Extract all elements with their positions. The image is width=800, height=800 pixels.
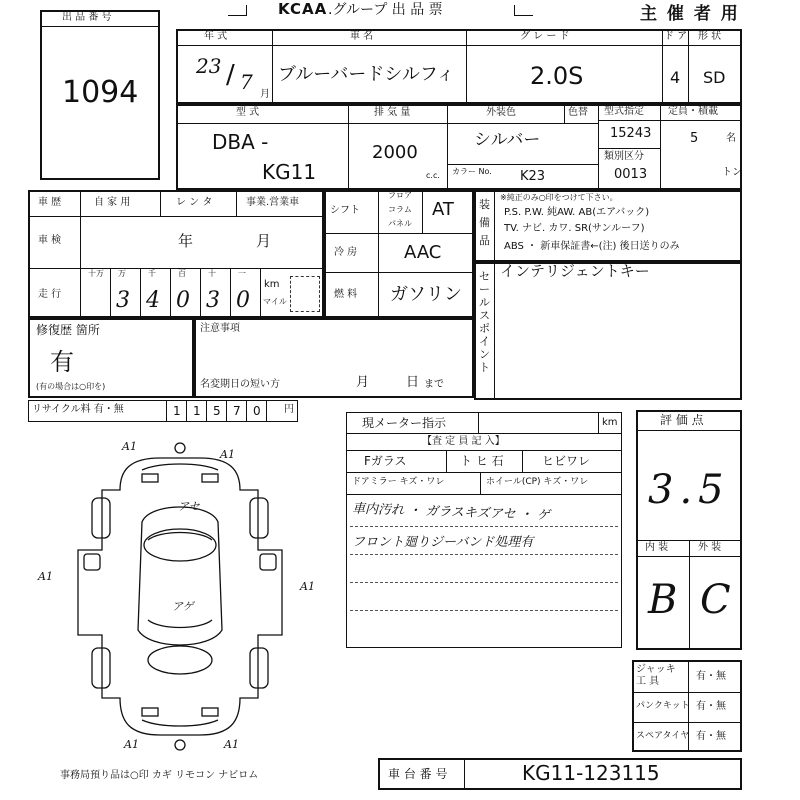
repair-label: 修復歴 箇所 <box>36 323 100 337</box>
meter-label: 現メーター指示 <box>362 416 447 430</box>
mileage-digit-divider <box>200 268 201 318</box>
capacity-unit: 名 <box>726 133 736 144</box>
glass-label: Fガラス <box>364 454 407 468</box>
recycle-divider <box>166 400 167 422</box>
mileage-digit: 3 <box>116 288 130 313</box>
inspection-month-unit: 月 <box>256 232 272 250</box>
recycle-divider <box>186 400 187 422</box>
colorno-value: K23 <box>520 169 546 184</box>
crack-label: ヒビワレ <box>542 454 591 468</box>
header-logo: KCAA <box>278 0 328 18</box>
recycle-digit: 0 <box>253 404 261 418</box>
mileage-digit-label: 万 <box>118 269 126 278</box>
remark-rule3 <box>350 582 618 583</box>
mirror-col <box>480 472 481 494</box>
shift-opt-column: コラム <box>388 205 412 214</box>
meter-col2 <box>598 412 599 433</box>
organizer-label: 主 催 者 用 <box>640 4 740 24</box>
exterior-value: C <box>700 577 731 623</box>
remark-line1: 車内汚れ ・ ガラスキズアセ ・ ゲ <box>351 501 550 524</box>
equip-line2: TV. ナビ. カワ. SR(サンルーフ) <box>504 223 645 234</box>
shape-value: SD <box>703 68 726 87</box>
history-label: 車 歴 <box>38 197 62 208</box>
meter-line2 <box>346 450 622 451</box>
notice-day: 日 <box>406 375 420 390</box>
lot-divider <box>40 26 160 27</box>
score-col <box>689 540 690 650</box>
mileage-km: km <box>264 279 280 290</box>
lot-label: 出 品 番 号 <box>62 12 112 23</box>
jack-label: ジャッキ 工 具 <box>636 664 676 687</box>
recycle-divider <box>206 400 207 422</box>
mileage-digit-divider <box>140 268 141 318</box>
header-bracket-right <box>514 5 533 16</box>
disp-unit: c.c. <box>426 171 440 180</box>
car-name: ブルーバードシルフィ <box>278 64 455 85</box>
capacity-value: 5 <box>690 131 699 146</box>
load-unit: トン <box>722 167 742 178</box>
mileage-digit-label: 千 <box>148 269 156 278</box>
year-slash: / <box>226 60 235 90</box>
recycle-label: リサイクル料 有・無 <box>32 404 124 415</box>
header-bracket-left <box>228 5 247 16</box>
meter-inspector: 【査 定 員 記 入】 <box>422 436 505 447</box>
sales-label: セールスポイント <box>479 270 490 374</box>
model-value: KG11 <box>262 160 317 184</box>
header-title: .グループ 出 品 票 <box>328 2 443 18</box>
puncture-label: パンクキット <box>636 701 690 711</box>
tools-line1 <box>632 692 742 693</box>
mech-col <box>378 190 379 318</box>
mileage-digit: 4 <box>146 288 160 313</box>
notice-label: 注意事項 <box>200 323 240 334</box>
mileage-digit-divider <box>110 268 111 318</box>
model-label: 型 式 <box>236 107 260 118</box>
row2-header-line <box>176 123 598 124</box>
shift-opt-panel: パネル <box>388 219 412 228</box>
score-line1 <box>636 430 742 431</box>
mileage-mile: マイル <box>263 297 287 306</box>
diagram-mark-hood: アセ <box>178 500 200 513</box>
fuel-label: 燃 料 <box>334 289 358 300</box>
row1-v4 <box>688 29 689 104</box>
sales-text: インテリジェントキー <box>500 262 650 280</box>
chassis-label: 車 台 番 号 <box>388 767 448 781</box>
recycle-divider <box>226 400 227 422</box>
month-unit: 月 <box>260 89 270 100</box>
class-value: 0013 <box>614 167 648 182</box>
diagram-mark-rear-left: A1 <box>124 738 139 751</box>
puncture-opt: 有・無 <box>696 701 726 712</box>
recycle-divider <box>266 400 267 422</box>
color-change-label: 色替 <box>568 107 588 118</box>
glass-col1 <box>446 450 447 472</box>
equip-line3: ABS ・ 新車保証書←(注) 後日送りのみ <box>504 241 680 252</box>
year-value: 23 <box>196 54 222 78</box>
meter-box <box>346 412 622 648</box>
grade-value: 2.0S <box>530 62 584 90</box>
row1-v2 <box>466 29 467 104</box>
mileage-digit: 0 <box>176 288 190 313</box>
chassis-col <box>464 758 465 790</box>
row2-v2 <box>447 104 448 190</box>
model-prefix: DBA - <box>212 130 269 154</box>
disp-label: 排 気 量 <box>374 107 411 118</box>
shift-label: シフト <box>330 205 360 216</box>
remark-rule2 <box>350 554 618 555</box>
history-opt-private: 自 家 用 <box>94 197 131 208</box>
mirror-label: ドアミラー キズ・ワレ <box>352 477 445 487</box>
color-label: 外装色 <box>486 107 516 118</box>
meter-line1 <box>346 433 622 434</box>
mech-shift-opt-col <box>422 190 423 233</box>
interior-label: 内 装 <box>645 542 669 553</box>
row2-v1 <box>348 104 349 190</box>
history-opt-v2 <box>236 190 237 216</box>
month-value: 7 <box>240 70 253 94</box>
mech-line2 <box>324 272 474 273</box>
exterior-label: 外 装 <box>698 542 722 553</box>
lot-number: 1094 <box>62 75 139 110</box>
shift-value: AT <box>432 199 454 220</box>
ac-value: AAC <box>404 242 442 263</box>
class-label: 類別区分 <box>604 151 644 162</box>
recycle-digit: 5 <box>213 404 221 418</box>
row2-v5 <box>660 104 661 190</box>
grade-label: グ レ ー ド <box>520 31 570 42</box>
color-value: シルバー <box>474 130 541 150</box>
recycle-divider <box>246 400 247 422</box>
mileage-digit-label: 一 <box>238 269 246 278</box>
shift-opt-floor: フロア <box>388 191 412 200</box>
diagram-mark-rear-right: A1 <box>224 738 239 751</box>
inspection-year-unit: 年 <box>178 232 194 250</box>
equip-note: ※純正のみ○印をつけて下さい。 <box>500 193 618 202</box>
shape-label: 形 状 <box>698 31 722 42</box>
mileage-digit-label: 十万 <box>88 269 104 278</box>
mileage-digit: 3 <box>206 288 220 313</box>
notice-month: 月 <box>356 375 370 390</box>
meter-col <box>478 412 479 433</box>
mileage-digit-label: 百 <box>178 269 186 278</box>
diagram-mark-roof: アゲ <box>172 600 194 613</box>
year-label: 年 式 <box>204 31 228 42</box>
colorno-label: カラー No. <box>452 167 492 176</box>
recycle-unit: 円 <box>284 404 294 415</box>
score-label: 評 価 点 <box>660 413 704 427</box>
equip-label: 装備品 <box>479 198 490 247</box>
diagram-mark-right-side: A1 <box>300 580 315 593</box>
mileage-unit-divider <box>260 268 261 318</box>
typedesig-label: 型式指定 <box>604 106 644 117</box>
row2-v3 <box>564 104 565 123</box>
spare-label: スペアタイヤ <box>636 731 690 741</box>
notice-until: まで <box>424 379 444 390</box>
fuel-value: ガソリン <box>390 284 462 305</box>
mileage-digit-divider <box>170 268 171 318</box>
mech-line1 <box>324 233 474 234</box>
remark-rule4 <box>350 610 618 611</box>
history-label-col <box>80 190 81 318</box>
name-label: 車 名 <box>350 31 374 42</box>
disp-value: 2000 <box>372 142 418 163</box>
meter-line3 <box>346 472 622 473</box>
mileage-digit-label: 十 <box>208 269 216 278</box>
glass-col2 <box>522 450 523 472</box>
mileage-digit-divider <box>230 268 231 318</box>
history-opt-business: 事業.営業車 <box>246 197 300 208</box>
remark-line2: フロント廻りジーバンド処理有 <box>352 535 534 550</box>
glass-opts: ト ヒ 石 <box>460 454 504 468</box>
repair-value: 有 <box>50 348 74 376</box>
row1-header-line <box>176 45 742 46</box>
diagram-mark-front-right: A1 <box>220 448 235 461</box>
row2-class-line <box>598 148 660 149</box>
row2-v4 <box>598 104 599 190</box>
score-value: 3.5 <box>648 467 730 513</box>
meter-line4 <box>346 494 622 495</box>
remark-rule1 <box>350 526 618 527</box>
sales-box <box>474 262 742 400</box>
door-value: 4 <box>670 68 681 87</box>
repair-note: (有の場合は○印を) <box>36 382 106 391</box>
history-opt-rental: レ ン タ <box>176 197 213 208</box>
notice-expiry: 名変期日の短い方 <box>200 379 280 390</box>
footer-note: 事務局預り品は○印 カギ リモコン ナビロム <box>60 770 259 781</box>
history-opt-v1 <box>160 190 161 216</box>
row1-v1 <box>272 29 273 104</box>
diagram-mark-left-side: A1 <box>38 570 53 583</box>
door-label: ド ア <box>664 31 688 42</box>
interior-value: B <box>648 577 678 623</box>
inspection-label: 車 検 <box>38 235 62 246</box>
recycle-digit: 1 <box>173 404 181 418</box>
chassis-number: KG11-123115 <box>522 761 660 785</box>
typedesig-value: 15243 <box>610 126 652 141</box>
mileage-label: 走 行 <box>38 289 62 300</box>
recycle-digit: 7 <box>233 404 241 418</box>
jack-opt: 有・無 <box>696 671 726 682</box>
equip-line1: P.S. P.W. 純AW. AB(エアバック) <box>504 207 650 218</box>
row1-v3 <box>662 29 663 104</box>
row2-colorno-line <box>447 164 598 165</box>
history-line1 <box>28 216 324 217</box>
mileage-digit: 0 <box>236 288 250 313</box>
meter-km: km <box>602 417 618 428</box>
ac-label: 冷 房 <box>334 247 358 258</box>
spare-opt: 有・無 <box>696 731 726 742</box>
wheel-label: ホイール(CP) キズ・ワレ <box>486 477 589 487</box>
history-line2 <box>28 268 324 269</box>
tools-line2 <box>632 722 742 723</box>
mileage-mile-box <box>290 276 320 312</box>
car-diagram <box>30 430 330 760</box>
diagram-mark-front-left: A1 <box>122 440 137 453</box>
row2-type-line <box>598 120 742 121</box>
recycle-digit: 1 <box>193 404 201 418</box>
capacity-label: 定員・積載 <box>668 106 718 117</box>
